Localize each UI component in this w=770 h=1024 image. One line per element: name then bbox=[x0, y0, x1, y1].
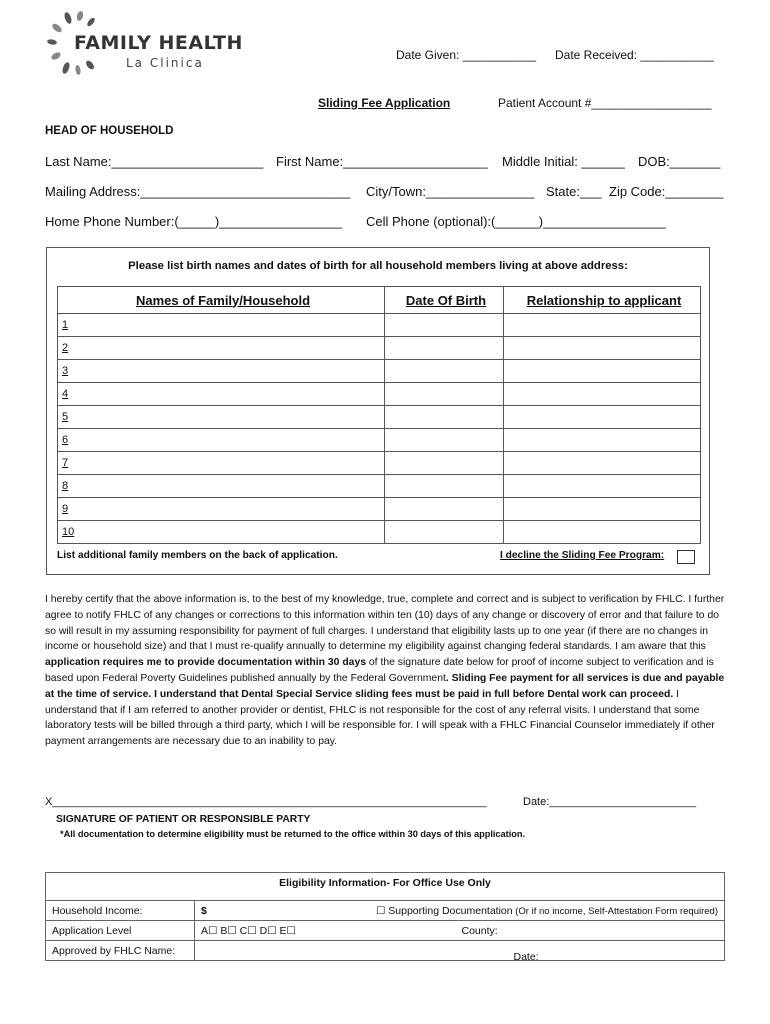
table-row bbox=[58, 475, 701, 498]
table-row bbox=[58, 360, 701, 383]
signature-line[interactable]: X_______________________________________________________________________ bbox=[45, 796, 487, 808]
relationship-cell[interactable] bbox=[504, 314, 701, 337]
dob-cell[interactable] bbox=[385, 360, 504, 383]
relationship-cell[interactable] bbox=[504, 360, 701, 383]
application-level-options[interactable]: A☐ B☐ C☐ D☐ E☐ bbox=[201, 924, 296, 937]
patient-account-field[interactable]: Patient Account #__________________ bbox=[498, 96, 712, 110]
household-income-cell[interactable] bbox=[195, 901, 725, 921]
table-row bbox=[58, 314, 701, 337]
column-header-relationship: Relationship to applicant bbox=[504, 287, 701, 314]
head-of-household-heading: HEAD OF HOUSEHOLD bbox=[45, 125, 174, 137]
certification-bold-2: . Sliding Fee payment for all services is due and payable at the time of service. I understand that Dental Special Service sliding fees must be paid in full before Dental work can proceed. bbox=[45, 672, 725, 700]
relationship-cell[interactable] bbox=[504, 521, 701, 544]
state-field[interactable]: State:___ bbox=[546, 184, 602, 199]
certification-part-3: I understand that if I am referred to another provider or dentist, FHLC is not responsible for the cost of any referral visits. I understand that some laboratory tests will be billed through a third party, which I will be responsible for. I will speak with a FHLC Financial Counselor immediately if other payment arrangements are necessary due to an inability to pay. bbox=[45, 688, 715, 748]
mailing-address-field[interactable]: Mailing Address:_____________________________ bbox=[45, 184, 351, 199]
column-header-dob: Date Of Birth bbox=[385, 287, 504, 314]
row-number: 9 bbox=[58, 498, 385, 521]
certification-part-1: I hereby certify that the above information is, to the best of my knowledge, true, complete and correct and is subject to verification by FHLC. I further agree to notify FHLC of any changes or corrections to this information within ten (10) days of any change or discovery of error and that failure to do so will result in my assuming responsibility for payment of full charges. I understand that eligibility lasts up to one year (if there are no changes in income or household size) and that I must re-qualify annually to determine my eligibility against changing federal standards. I am aware that this bbox=[45, 594, 725, 653]
relationship-cell[interactable] bbox=[504, 429, 701, 452]
row-number: 8 bbox=[58, 475, 385, 498]
certification-part-2: of the signature date below for proof of income subject to verification and is based upon Federal Poverty Guidelines published annually by the Federal Government bbox=[45, 657, 714, 684]
relationship-cell[interactable] bbox=[504, 498, 701, 521]
approval-date-field[interactable]: Date: bbox=[513, 950, 539, 963]
household-instruction: Please list birth names and dates of birth for all household members living at above address: bbox=[128, 260, 628, 272]
relationship-cell[interactable] bbox=[504, 383, 701, 406]
logo bbox=[44, 10, 254, 80]
household-table bbox=[57, 286, 701, 544]
row-number: 10 bbox=[58, 521, 385, 544]
supporting-documentation-option[interactable] bbox=[376, 905, 718, 917]
county-field[interactable]: County: bbox=[461, 924, 498, 937]
relationship-cell[interactable] bbox=[504, 406, 701, 429]
last-name-field[interactable]: Last Name:_____________________ bbox=[45, 154, 264, 169]
table-row bbox=[46, 941, 725, 961]
dob-cell[interactable] bbox=[385, 475, 504, 498]
table-row bbox=[46, 921, 725, 941]
table-row bbox=[58, 429, 701, 452]
decline-sliding-fee-checkbox[interactable] bbox=[677, 550, 695, 564]
form-title: Sliding Fee Application bbox=[318, 96, 451, 110]
dob-cell[interactable] bbox=[385, 383, 504, 406]
cell-phone-field[interactable]: Cell Phone (optional):(______)_________________ bbox=[366, 214, 666, 229]
dob-cell[interactable] bbox=[385, 314, 504, 337]
dob-cell[interactable] bbox=[385, 521, 504, 544]
column-header-names: Names of Family/Household bbox=[58, 287, 385, 314]
dob-cell[interactable] bbox=[385, 406, 504, 429]
row-number: 3 bbox=[58, 360, 385, 383]
date-received-field[interactable]: Date Received: ___________ bbox=[555, 48, 714, 62]
relationship-cell[interactable] bbox=[504, 452, 701, 475]
dob-cell[interactable] bbox=[385, 429, 504, 452]
documentation-note: *All documentation to determine eligibility must be returned to the office within 30 days of this application. bbox=[60, 829, 526, 839]
supporting-documentation-note: (Or if no income, Self-Attestation Form required) bbox=[512, 905, 718, 917]
table-row bbox=[58, 337, 701, 360]
supporting-documentation-label: ☐ Supporting Documentation bbox=[375, 904, 513, 917]
row-number: 7 bbox=[58, 452, 385, 475]
row-number: 5 bbox=[58, 406, 385, 429]
first-name-field[interactable]: First Name:____________________ bbox=[276, 154, 488, 169]
signature-date-field[interactable]: Date:________________________ bbox=[523, 796, 697, 808]
eligibility-section bbox=[45, 872, 725, 901]
signature-label: SIGNATURE OF PATIENT OR RESPONSIBLE PARTY bbox=[56, 814, 311, 825]
relationship-cell[interactable] bbox=[504, 337, 701, 360]
household-income-label: Household Income: bbox=[46, 901, 195, 921]
row-number: 4 bbox=[58, 383, 385, 406]
table-row bbox=[58, 406, 701, 429]
approved-by-cell[interactable] bbox=[195, 941, 725, 961]
approved-by-label: Approved by FHLC Name: bbox=[46, 941, 195, 961]
certification-bold-1: application requires me to provide documentation within 30 days bbox=[45, 657, 367, 669]
city-town-field[interactable]: City/Town:_______________ bbox=[366, 184, 535, 199]
logo-subtitle: La Clinica bbox=[126, 56, 204, 70]
decline-sliding-fee-label: I decline the Sliding Fee Program: bbox=[500, 550, 665, 561]
application-level-label: Application Level bbox=[46, 921, 195, 941]
row-number: 6 bbox=[58, 429, 385, 452]
table-row bbox=[58, 521, 701, 544]
table-header-row bbox=[58, 287, 701, 314]
certification-text bbox=[45, 592, 727, 750]
date-given-field[interactable]: Date Given: ___________ bbox=[396, 48, 537, 62]
row-number: 2 bbox=[58, 337, 385, 360]
relationship-cell[interactable] bbox=[504, 475, 701, 498]
home-phone-field[interactable]: Home Phone Number:(_____)_________________ bbox=[45, 214, 343, 229]
household-members-section bbox=[46, 247, 710, 575]
eligibility-heading: Eligibility Information- For Office Use Only bbox=[279, 877, 491, 889]
middle-initial-field[interactable]: Middle Initial: ______ bbox=[502, 154, 625, 169]
row-number: 1 bbox=[58, 314, 385, 337]
dob-cell[interactable] bbox=[385, 337, 504, 360]
household-income-value: $ bbox=[201, 904, 207, 917]
table-row bbox=[46, 901, 725, 921]
application-level-cell[interactable] bbox=[195, 921, 725, 941]
table-row bbox=[58, 383, 701, 406]
table-row bbox=[58, 452, 701, 475]
additional-members-note: List additional family members on the back of application. bbox=[57, 550, 338, 561]
dob-field[interactable]: DOB:_______ bbox=[638, 154, 721, 169]
dob-cell[interactable] bbox=[385, 498, 504, 521]
eligibility-table bbox=[45, 900, 725, 961]
dob-cell[interactable] bbox=[385, 452, 504, 475]
logo-title: FAMILY HEALTH bbox=[74, 32, 243, 54]
table-row bbox=[58, 498, 701, 521]
zip-code-field[interactable]: Zip Code:________ bbox=[609, 184, 724, 199]
